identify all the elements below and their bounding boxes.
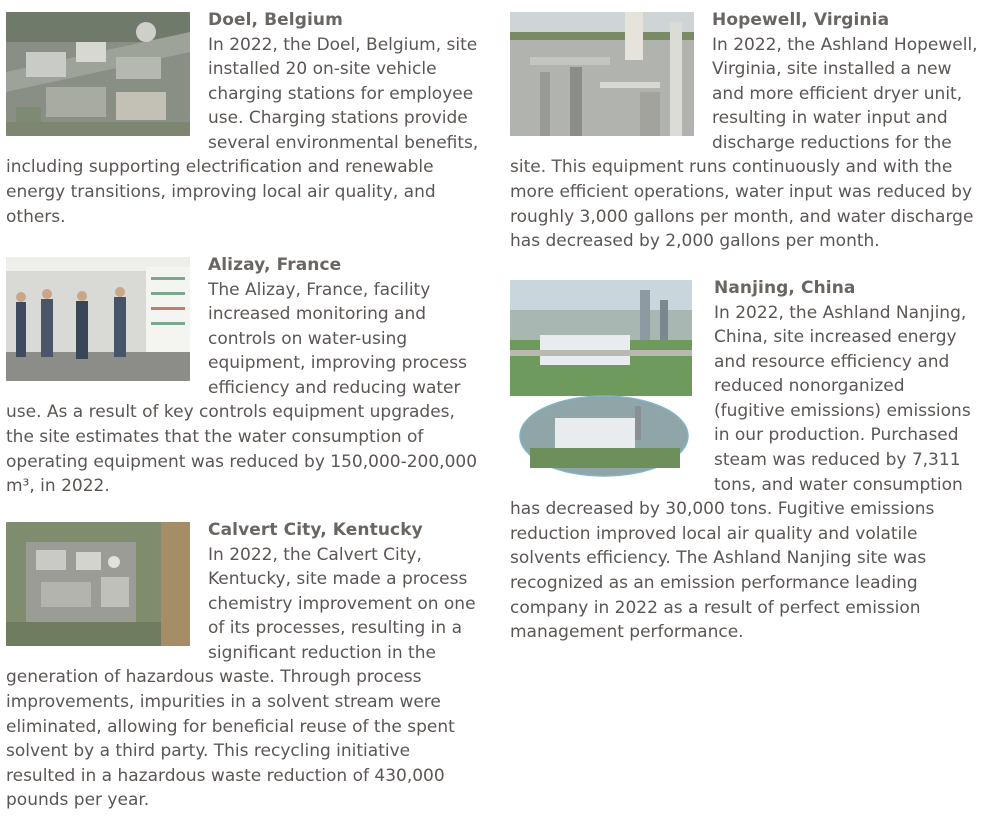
nanjing-site-photos: [510, 280, 696, 478]
hopewell-entry: [510, 8, 980, 254]
alizay-body: The Alizay, France, facility increased monitoring and controls on water-using equipment, improving process efficiency and reducing water use. As a result of key controls equipment upgrades, the site estimates that the water consumption of operating equipment was reduced by 150,000-200,000 m³, in 2022.: [6, 279, 478, 497]
alizay-title: Alizay, France: [208, 255, 342, 275]
calvert-body: In 2022, the Calvert City, Kentucky, site made a process chemistry improvement on one of its processes, resulting in a significant reduction in the generation of hazardous waste. Through process improvements, impurities in a solvent stream were eliminated, allowing for beneficial reuse of the spent solvent by a third party. This recycling initiative resulted in a hazardous waste reduction of 430,000 pounds per year.: [6, 544, 476, 811]
calvert-city-aerial-photo: [6, 522, 190, 646]
doel-entry: [6, 8, 480, 229]
nanjing-title: Nanjing, China: [714, 278, 856, 298]
doel-title: Doel, Belgium: [208, 10, 343, 30]
doel-body: In 2022, the Doel, Belgium, site installed 20 on-site vehicle charging stations for employee use. Charging stations provide several environmental benefits, including supporting electrification and renewable energy transitions, improving local air quality, and others.: [6, 34, 479, 227]
calvert-title: Calvert City, Kentucky: [208, 520, 423, 540]
calvert-entry: [6, 518, 480, 813]
alizay-entry: [6, 253, 480, 499]
alizay-control-room-photo: [6, 257, 190, 381]
hopewell-dryer-photo: [510, 12, 694, 136]
nanjing-entry: [510, 276, 980, 645]
doel-site-photo: [6, 12, 190, 136]
hopewell-title: Hopewell, Virginia: [712, 10, 890, 30]
nanjing-body: In 2022, the Ashland Nanjing, China, site increased energy and resource efficiency and reduced nonorganized (fugitive emissions) emissions in our production. Purchased steam was reduced by 7,311 tons, and water consumption has decreased by 30,000 tons. Fugitive emissions reduction improved local air quality and volatile solvents efficiency. The Ashland Nanjing site was recognized as an emission performance leading company in 2022 as a result of perfect emission management performance.: [510, 302, 971, 643]
hopewell-body: In 2022, the Ashland Hopewell, Virginia, site installed a new and more efficient dryer unit, resulting in water input and discharge reductions for the site. This equipment runs continuously and with the more efficient operations, water input was reduced by roughly 3,000 gallons per month, and water discharge has decreased by 2,000 gallons per month.: [510, 34, 978, 252]
